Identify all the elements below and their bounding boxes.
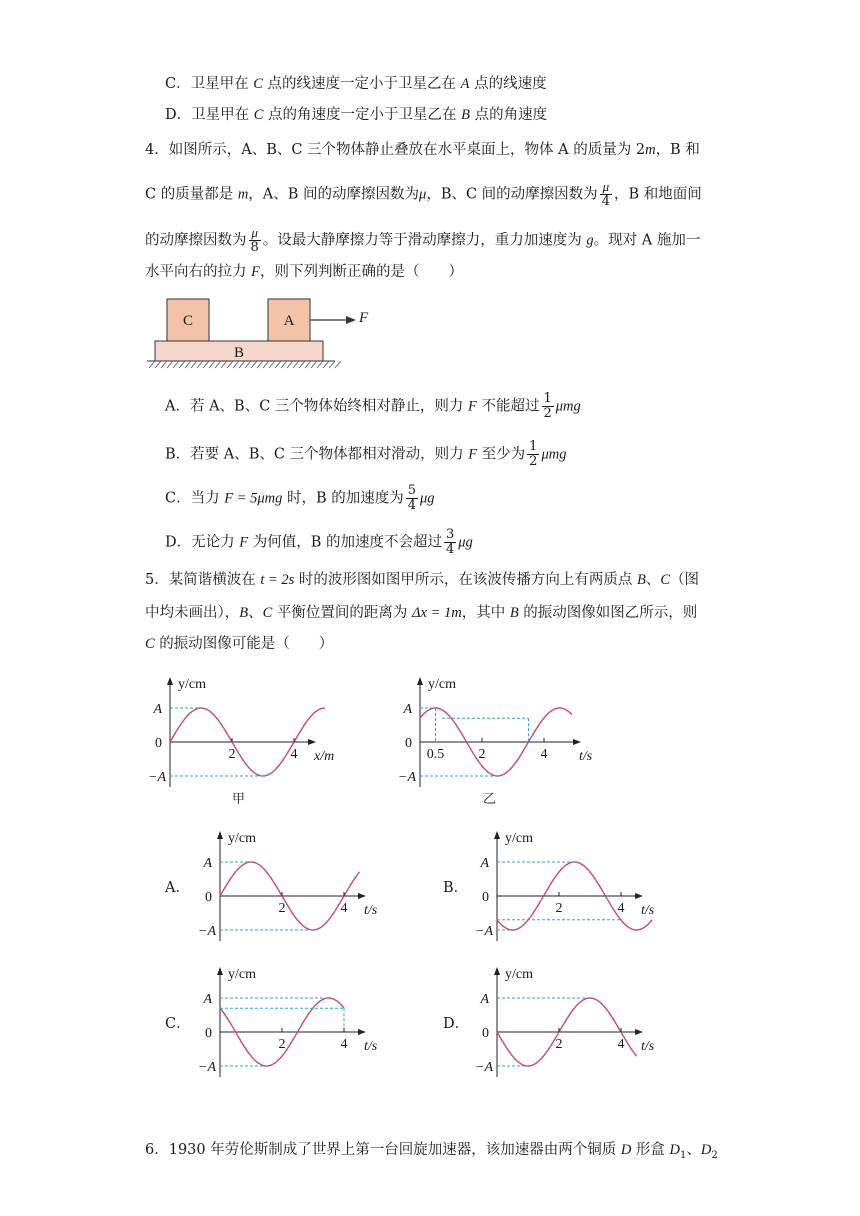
hatch-mark (221, 361, 227, 368)
tick-label-4: 4 (340, 1037, 348, 1052)
option-b-label: B． (443, 880, 469, 896)
q4-blocks-figure (145, 292, 385, 372)
graph-option-d (472, 962, 672, 1092)
hatch-mark (185, 361, 191, 368)
tick-label-4: 4 (290, 747, 298, 762)
y-axis-arrow (167, 677, 173, 685)
hatch-mark (191, 361, 197, 368)
label-zero: 0 (482, 1026, 489, 1041)
hatch-mark (287, 361, 293, 368)
x-axis-label: x/m (314, 749, 335, 764)
x-axis-label: t/s (641, 1039, 655, 1054)
label-zero: 0 (155, 736, 162, 751)
label-negA: −A (198, 1060, 216, 1075)
graph-option-a (195, 826, 395, 956)
hatch-mark (215, 361, 221, 368)
label-zero: 0 (405, 736, 412, 751)
q3-option-c: C．卫星甲在 C 点的线速度一定小于卫星乙在 A 点的线速度 (165, 76, 547, 92)
hatch-mark (167, 361, 173, 368)
label-negA: −A (398, 770, 416, 785)
tick-label-4: 4 (540, 747, 548, 762)
option-a-label: A． (165, 880, 190, 896)
label-zero: 0 (482, 890, 489, 905)
hatch-mark (269, 361, 275, 368)
label-negA: −A (148, 770, 166, 785)
y-axis-label: y/cm (505, 967, 533, 982)
y-axis-arrow (217, 967, 223, 975)
label-zero: 0 (205, 1026, 212, 1041)
y-axis-label: y/cm (228, 831, 256, 846)
x-axis-label: t/s (641, 903, 655, 918)
y-axis-label: y/cm (428, 677, 456, 692)
label-A: A (153, 702, 162, 717)
hatch-mark (293, 361, 299, 368)
block-b-label: B (233, 345, 245, 361)
force-label: F (359, 310, 369, 326)
label-negA: −A (198, 924, 216, 939)
hatch-mark (251, 361, 257, 368)
label-A: A (480, 856, 489, 871)
hatch-mark (203, 361, 209, 368)
x-axis-label: t/s (364, 903, 378, 918)
force-arrow-head (346, 316, 356, 324)
label-A: A (403, 702, 412, 717)
hatch-mark (281, 361, 287, 368)
y-axis-label: y/cm (228, 967, 256, 982)
caption-yi: 乙 (483, 792, 497, 807)
tick-label-2: 2 (278, 901, 286, 916)
q5-stem-line2: 中均未画出），B、C 平衡位置间的距离为 Δx = 1m，其中 B 的振动图像如图乙所示，则 (145, 605, 698, 621)
hatch-mark (323, 361, 329, 368)
q6-stem: 6．1930 年劳伦斯制成了世界上第一台回旋加速器，该加速器由两个铜质 D 形盒 $D_1$、$D_2$ (145, 1142, 718, 1161)
hatch-mark (179, 361, 185, 368)
graph-jia (145, 672, 345, 802)
label-negA: −A (475, 924, 493, 939)
hatch-mark (275, 361, 281, 368)
x-axis-label: t/s (579, 749, 593, 764)
hatch-mark (263, 361, 269, 368)
label-zero: 0 (205, 890, 212, 905)
q4-stem-line3: 的动摩擦因数为 $\frac{\mu}{8}$ 。设最大静摩擦力等于滑动摩擦力，重力加速度为 g。现对 A 施加一 (145, 225, 701, 255)
tick-label-0.5: 0.5 (426, 747, 445, 762)
q4-stem-line1: 4．如图所示，A、B、C 三个物体静止叠放在水平桌面上，物体 A 的质量为 2m，B 和 (145, 142, 700, 158)
tick-label-2: 2 (478, 747, 486, 762)
caption-jia: 甲 (232, 792, 246, 807)
q5-stem-line3: C 的振动图像可能是（ ） (145, 636, 334, 652)
hatch-mark (197, 361, 203, 368)
y-axis-arrow (494, 967, 500, 975)
q4-option-a: A．若 A、B、C 三个物体始终相对静止，则力 F 不能超过 $\frac{1}{2}$ μmg (165, 391, 581, 421)
x-axis-arrow (635, 893, 643, 899)
hatch-mark (161, 361, 167, 368)
x-axis-arrow (308, 739, 316, 745)
q4-option-b: B．若要 A、B、C 三个物体都相对滑动，则力 F 至少为 $\frac{1}{2}$ μmg (165, 439, 567, 469)
option-c-label: C． (165, 1016, 191, 1032)
block-a-label: A (283, 313, 295, 329)
tick-label-4: 4 (617, 1037, 625, 1052)
hatch-mark (317, 361, 323, 368)
hatch-mark (239, 361, 245, 368)
graph-option-b (472, 826, 672, 956)
hatch-mark (299, 361, 305, 368)
graph-option-c (195, 962, 395, 1092)
label-A: A (480, 992, 489, 1007)
graph-yi (395, 672, 595, 802)
tick-label-2: 2 (278, 1037, 286, 1052)
ground-hatching (149, 361, 341, 368)
tick-label-4: 4 (340, 901, 348, 916)
x-axis-arrow (635, 1029, 643, 1035)
tick-label-2: 2 (555, 901, 563, 916)
y-axis-label: y/cm (178, 677, 206, 692)
option-d-label: D． (443, 1016, 470, 1032)
tick-label-4: 4 (617, 901, 625, 916)
q4-option-c: C．当力 F = 5μmg 时，B 的加速度为 $\frac{5}{4}$ μg (165, 483, 435, 513)
hatch-mark (245, 361, 251, 368)
hatch-mark (311, 361, 317, 368)
q5-stem-line1: 5．某简谐横波在 t = 2s 时的波形图如图甲所示，在该波传播方向上有两质点 B、C（图 (145, 572, 700, 588)
x-axis-arrow (573, 739, 581, 745)
hatch-mark (173, 361, 179, 368)
block-c-label: C (182, 313, 194, 329)
label-A: A (203, 992, 212, 1007)
y-axis-arrow (417, 677, 423, 685)
hatch-mark (335, 361, 341, 368)
hatch-mark (257, 361, 263, 368)
x-axis-arrow (358, 893, 366, 899)
x-axis-arrow (358, 1029, 366, 1035)
q4-option-d: D．无论力 F 为何值，B 的加速度不会超过 $\frac{3}{4}$ μg (165, 527, 473, 557)
y-axis-arrow (217, 831, 223, 839)
hatch-mark (149, 361, 155, 368)
hatch-mark (155, 361, 161, 368)
hatch-mark (233, 361, 239, 368)
q3-option-d: D．卫星甲在 C 点的角速度一定小于卫星乙在 B 点的角速度 (165, 107, 548, 123)
label-A: A (203, 856, 212, 871)
tick-label-2: 2 (228, 747, 236, 762)
label-negA: −A (475, 1060, 493, 1075)
q4-stem-line4: 水平向右的拉力 F，则下列判断正确的是（ ） (145, 264, 463, 280)
q4-stem-line2: C 的质量都是 m，A、B 间的动摩擦因数为μ，B、C 间的动摩擦因数为 $\frac{\mu}{4}$ ，B 和地面间 (145, 179, 702, 209)
x-axis-label: t/s (364, 1039, 378, 1054)
hatch-mark (227, 361, 233, 368)
hatch-mark (209, 361, 215, 368)
hatch-mark (329, 361, 335, 368)
hatch-mark (305, 361, 311, 368)
tick-label-2: 2 (555, 1037, 563, 1052)
y-axis-label: y/cm (505, 831, 533, 846)
y-axis-arrow (494, 831, 500, 839)
